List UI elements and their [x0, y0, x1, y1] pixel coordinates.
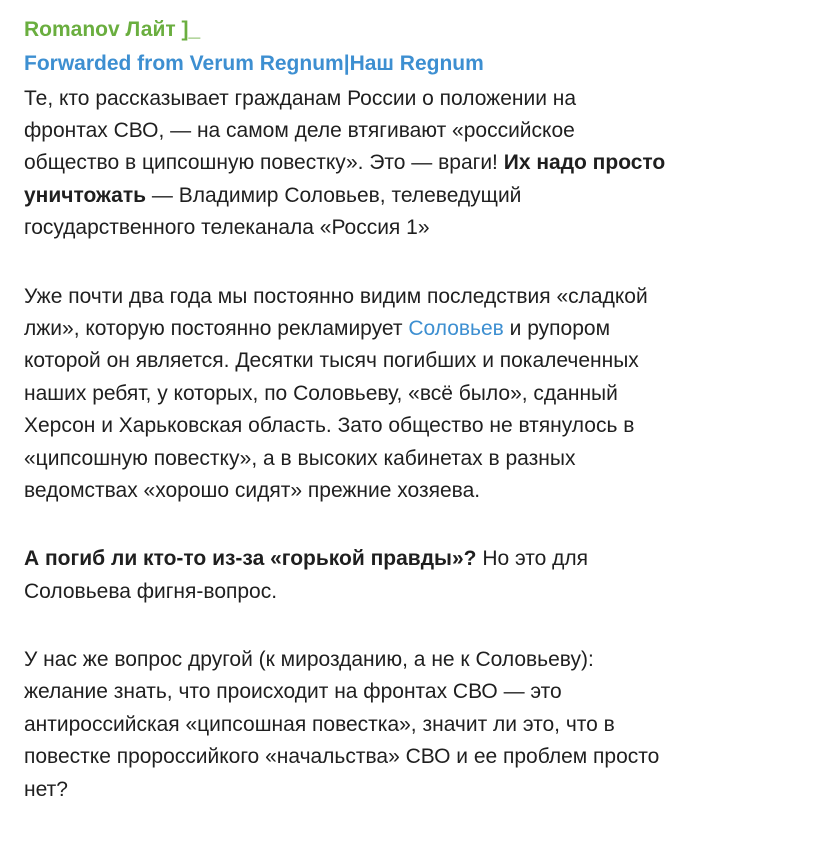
forwarded-from-link[interactable]: Forwarded from Verum Regnum|Наш Regnum	[24, 52, 484, 75]
message-text-line	[24, 677, 562, 707]
bold-text: А погиб ли кто-то из-за «горькой правды»?	[24, 547, 477, 570]
soloviev-link[interactable]: Соловьев	[408, 317, 504, 340]
text-span: Уже почти два года мы постоянно видим последствия «сладкой	[24, 285, 648, 308]
text-span: наших ребят, у которых, по Соловьеву, «всё было», сданный	[24, 382, 618, 405]
message-text-line	[24, 116, 575, 146]
message-text-line	[24, 148, 665, 178]
message-text-line	[24, 181, 521, 211]
message-text-line	[24, 476, 480, 506]
message-text-line	[24, 213, 430, 243]
message-text-line	[24, 379, 618, 409]
text-span: повестке пророссийкого «начальства» СВО и ее проблем просто	[24, 745, 660, 768]
message-text-line	[24, 84, 576, 114]
text-span: лжи», которую постоянно рекламирует	[24, 317, 409, 340]
message-text-line	[24, 544, 588, 574]
bold-text: уничтожать	[24, 184, 147, 207]
message-text-line	[24, 710, 615, 740]
text-span: Те, кто рассказывает гражданам России о положении на	[24, 87, 577, 110]
message-text-line	[24, 314, 610, 344]
bold-text: Их надо просто	[503, 151, 666, 174]
text-span: Соловьева фигня-вопрос.	[24, 580, 278, 603]
text-span: У нас же вопрос другой (к мирозданию, а не к Соловьеву):	[24, 648, 594, 671]
text-span: ведомствах «хорошо сидят» прежние хозяева.	[24, 479, 481, 502]
text-span: общество в ципсошную повестку». Это — враги!	[24, 151, 504, 174]
message-text-line	[24, 775, 68, 805]
text-span: желание знать, что происходит на фронтах СВО — это	[24, 680, 562, 703]
text-span: и рупором	[503, 317, 611, 340]
message-text-line	[24, 742, 659, 772]
text-span: Херсон и Харьковская область. Зато общество не втянулось в	[24, 414, 635, 437]
message-text-line	[24, 444, 575, 474]
text-span: «ципсошную повестку», а в высоких кабинетах в разных	[24, 447, 576, 470]
message-text-line	[24, 411, 634, 441]
message-text-line	[24, 346, 639, 376]
message-text-line	[24, 282, 648, 312]
text-span: нет?	[24, 778, 68, 801]
text-span: — Владимир Соловьев, телеведущий	[146, 184, 522, 207]
text-span: государственного телеканала «Россия 1»	[24, 216, 430, 239]
message-text-line	[24, 577, 277, 607]
text-span: которой он является. Десятки тысяч погибших и покалеченных	[24, 349, 639, 372]
text-span: антироссийская «ципсошная повестка», значит ли это, что в	[24, 713, 615, 736]
text-span: Но это для	[476, 547, 589, 570]
text-span: фронтах СВО, — на самом деле втягивают «российское	[24, 119, 575, 142]
sender-name[interactable]: Romanov Лайт ]_	[24, 18, 201, 41]
message-text-line	[24, 645, 594, 675]
